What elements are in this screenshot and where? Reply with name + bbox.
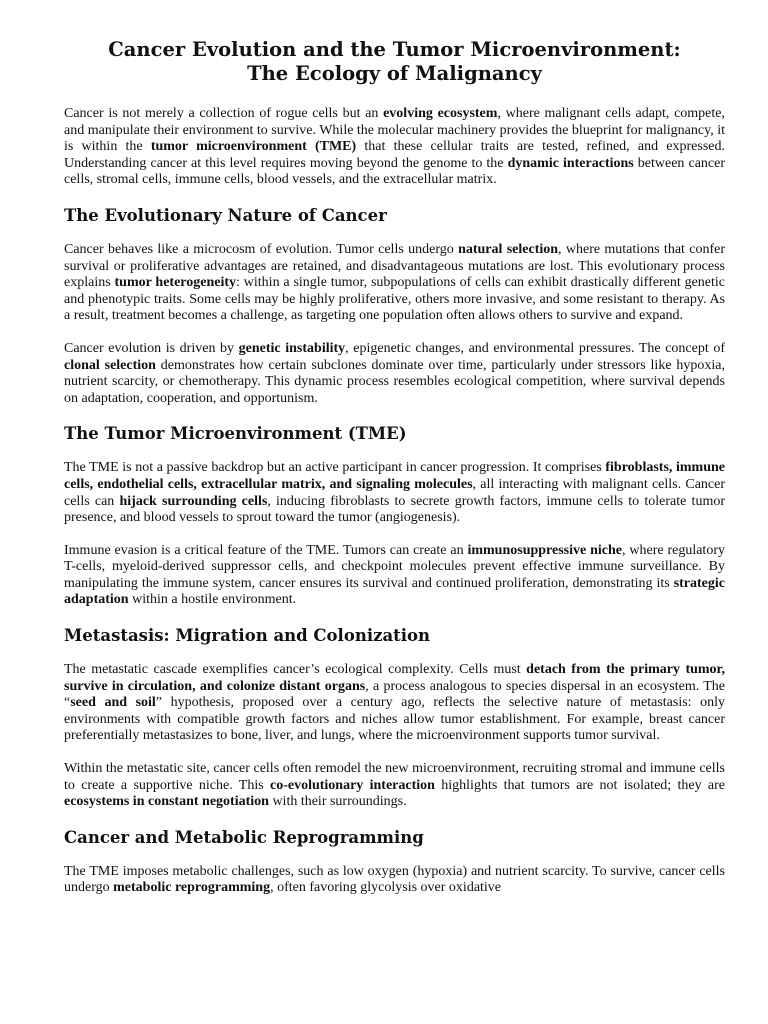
emphasis-text: tumor microenvironment (TME) <box>150 139 357 155</box>
section-heading: The Evolutionary Nature of Cancer <box>64 205 387 225</box>
emphasis-text: seed and soil <box>70 695 156 711</box>
section-heading: The Tumor Microenvironment (TME) <box>64 424 407 444</box>
section-metabolic-reprogramming <box>64 827 725 897</box>
emphasis-text: fibroblasts, immune cells, endothelial cells, extracellular matrix, and signaling molecules <box>64 460 725 492</box>
emphasis-text: immunosuppressive niche <box>467 542 622 558</box>
section-heading: Cancer and Metabolic Reprogramming <box>64 827 424 847</box>
emphasis-text: strategic adaptation <box>64 575 725 608</box>
emphasis-text: clonal selection <box>64 357 156 373</box>
emphasis-text: co-evolutionary interaction <box>269 777 435 793</box>
body-paragraph: The TME is not a passive backdrop but an active participant in cancer progression. It comprises fibroblasts, immune cells, endothelial cells, extracellular matrix, and signaling molecules, all interacting with malignant cells. Cancer cells can hijack surrounding cells, inducing fibroblasts to secrete growth factors, immune cells to tolerate tumor presence, and blood vessels to sprout toward the tumor (angiogenesis). <box>64 460 726 526</box>
section-tumor-microenvironment <box>64 423 725 609</box>
emphasis-text: hijack surrounding cells <box>119 493 268 509</box>
body-paragraph: Within the metastatic site, cancer cells often remodel the new microenvironment, recruiting stromal and immune cells to create a supportive niche. This co-evolutionary interaction highlights that tumors are not isolated; they are ecosystems in constant negotiation with their surroundings. <box>64 761 726 810</box>
emphasis-text: natural selection <box>458 241 559 257</box>
emphasis-text: genetic instability <box>238 340 346 356</box>
body-paragraph: Immune evasion is a critical feature of the TME. Tumors can create an immunosuppressive niche, where regulatory T-cells, myeloid-derived suppressor cells, and checkpoint molecules prevent effective immune surveillance. By manipulating the immune system, cancer ensures its survival and continued proliferation, demonstrating its strategic adaptation within a hostile environment. <box>64 542 725 608</box>
body-paragraph: The metastatic cascade exemplifies cancer’s ecological complexity. Cells must detach from the primary tumor, survive in circulation, and colonize distant organs, a process analogous to species dispersal in an ecosystem. The “seed and soil” hypothesis, proposed over a century ago, reflects the selective nature of metastasis: only environments with compatible growth factors and niches allow tumor establishment. For example, breast cancer preferentially metastasizes to bone, liver, and lungs, where the microenvironment supports tumor survival. <box>64 662 726 744</box>
emphasis-text: detach from the primary tumor, survive in circulation, and colonize distant organs <box>64 662 725 694</box>
section-metastasis <box>64 625 725 811</box>
emphasis-text: evolving ecosystem <box>383 106 498 121</box>
section-evolutionary-nature <box>64 205 725 407</box>
body-paragraph: The TME imposes metabolic challenges, such as low oxygen (hypoxia) and nutrient scarcity. To survive, cancer cells undergo metabolic reprogramming, often favoring glycolysis over oxidative <box>64 863 725 896</box>
section-heading: Metastasis: Migration and Colonization <box>64 626 431 646</box>
body-paragraph: Cancer behaves like a microcosm of evolution. Tumor cells undergo natural selection, where mutations that confer survival or proliferative advantages are retained, and disadvantageous mutations are lost. This evolutionary process explains tumor heterogeneity: within a single tumor, subpopulations of cells can exhibit drastically different genetic and phenotypic traits. Some cells may be highly proliferative, others more invasive, and some resistant to therapy. As a result, treatment becomes a challenge, as targeting one population often allows others to survive and expand. <box>64 241 726 324</box>
emphasis-text: metabolic reprogramming <box>113 880 271 896</box>
emphasis-text: ecosystems in constant negotiation <box>64 794 269 810</box>
intro-paragraph: Cancer is not merely a collection of rogue cells but an evolving ecosystem, where malignant cells adapt, compete, and manipulate their environment to survive. While the molecular machinery provides the blueprint for malignancy, it is within the tumor microenvironment (TME) that these cellular traits are tested, refined, and expressed. Understanding cancer at this level requires moving beyond the genome to the dynamic interactions between cancer cells, stromal cells, immune cells, blood vessels, and the extracellular matrix. <box>64 106 725 188</box>
document-title <box>64 38 725 86</box>
title-line-2: The Ecology of Malignancy <box>247 62 542 85</box>
emphasis-text: dynamic interactions <box>507 155 634 171</box>
title-line-1: Cancer Evolution and the Tumor Microenvironment: <box>108 38 681 61</box>
emphasis-text: tumor heterogeneity <box>114 275 237 291</box>
body-paragraph: Cancer evolution is driven by genetic instability, epigenetic changes, and environmental pressures. The concept of clonal selection demonstrates how certain subclones dominate over time, particularly under stressors like hypoxia, nutrient scarcity, or chemotherapy. This dynamic process resembles ecological competition, where survival depends on adaptation, cooperation, and opportunism. <box>64 340 725 406</box>
